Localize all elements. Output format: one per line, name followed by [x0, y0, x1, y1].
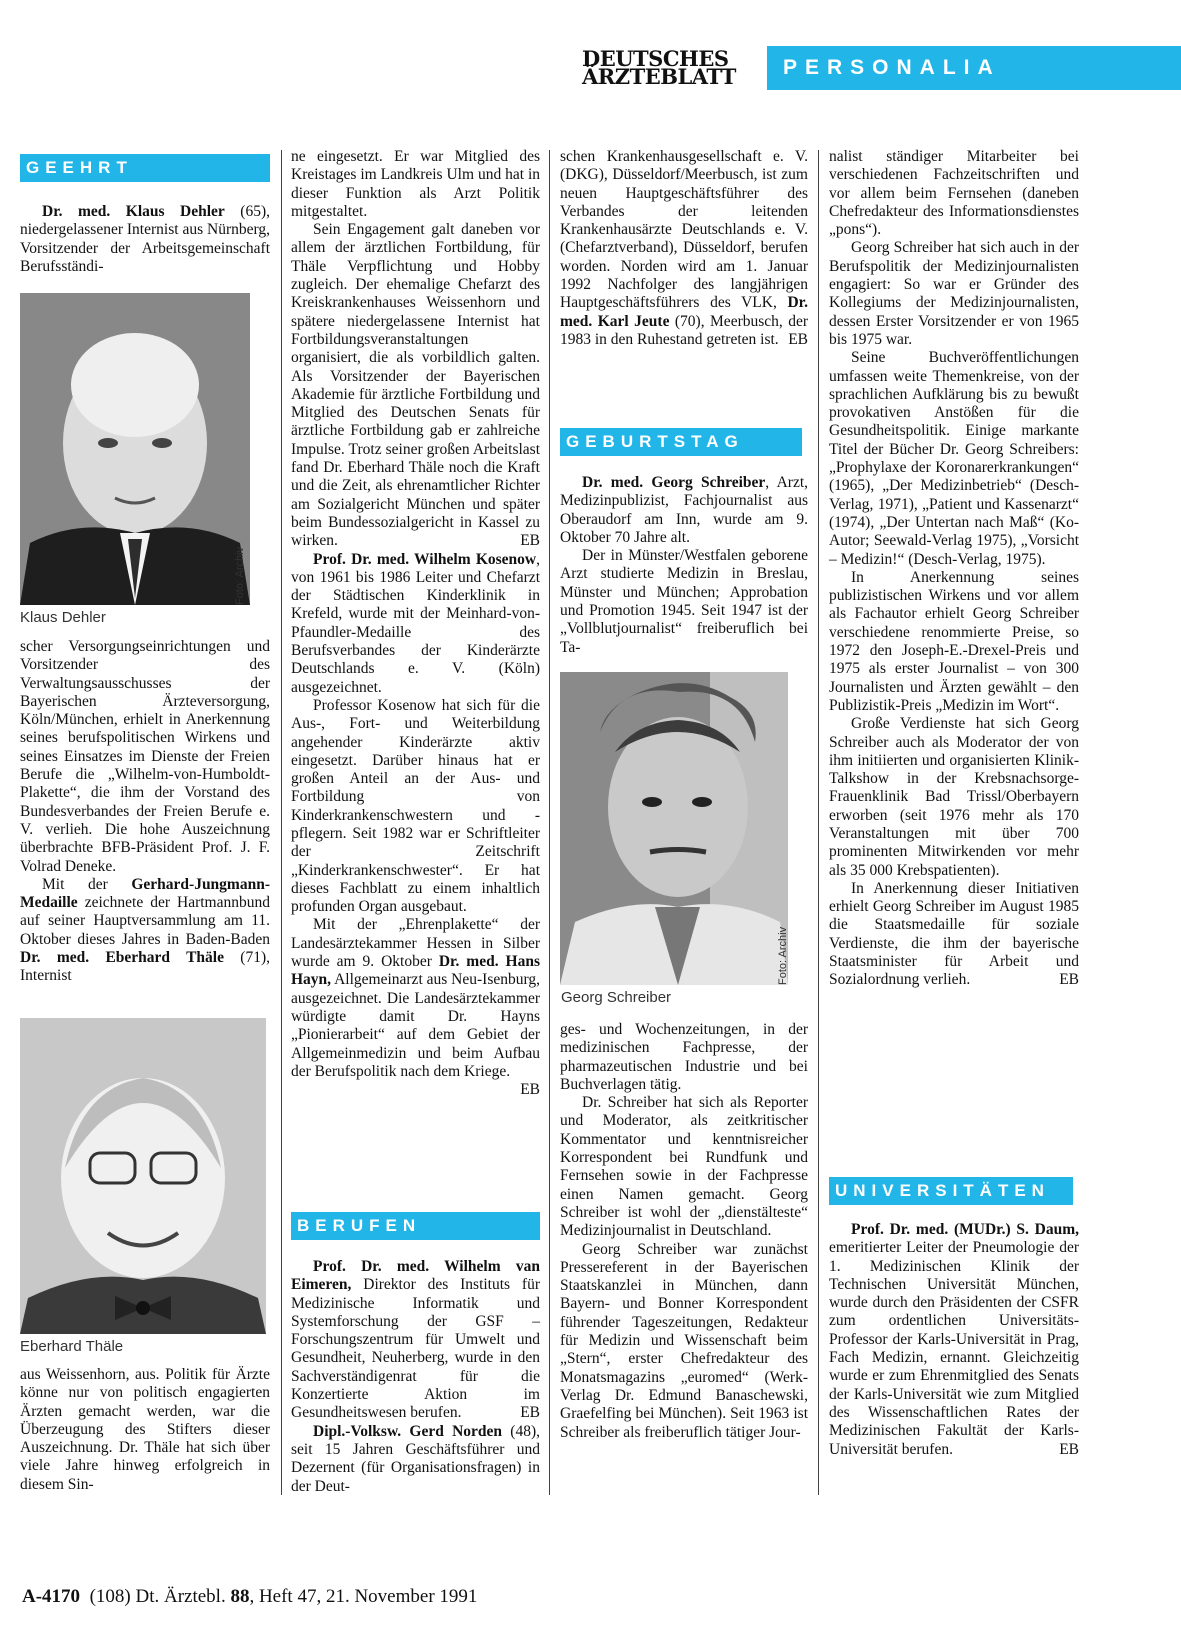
- photo-caption-thaele: Eberhard Thäle: [20, 1338, 124, 1355]
- person-name: Prof. Dr. med. Wilhelm van Eimeren,: [291, 1258, 540, 1294]
- section-header-universitaeten: UNIVERSITÄTEN: [829, 1177, 1073, 1205]
- section-header-berufen: BERUFEN: [291, 1212, 540, 1240]
- masthead-logo: [582, 46, 766, 90]
- person-name: Dr. med. Georg Schreiber: [582, 474, 766, 491]
- article-thaele-continued: ne eingesetzt. Er war Mitglied des Kreistages im Landkreis Ulm und hat in dieser Funktion als Arzt Politik mitgestaltet. Sein Engagement galt daneben vor allem der ärztlichen Fortbildung, für Thäle Verpflichtung und Hobby zugleich. Der ehemalige Chefarzt des Kreiskrankenhauses Weissenhorn und spätere niedergelassene Internist hat Fortbildungsveranstaltungen organisiert, die als vorbildlich galten. Als Vorsitzender der Bayerischen Akademie für ärztliche Fortbildung und Mitglied des Deutschen Senats für ärztliche Fortbildung gab er zahlreiche Impulse. Trotz seiner großen Arbeitslast fand Dr. Eberhard Thäle noch die Kraft und die Zeit, als ehrenamtlicher Richter am Sozialgericht München und später beim Bundessozialgericht in Kassel zu wirken. EB Prof. Dr. med. Wilhelm Kosenow, von 1961 bis 1986 Leiter und Chefarzt der Städtischen Kinderklinik in Krefeld, wurde mit der Meinhard-von-Pfaundler-Medaille des Berufsverbandes der Kinderärzte Deutschlands e. V. (Köln) ausgezeichnet. Professor Kosenow hat sich für die Aus-, Fort- und Weiterbildung angehender Kinderärzte aktiv eingesetzt. Darüber hinaus hat er großen Anteil an der Aus- und Fortbildung von Kinderkrankenschwestern und -pflegern. Seit 1982 war er Schriftleiter der Zeitschrift „Kinderkrankenschwester“. Er hat dieses Fachblatt zu einem inhaltlich profunden Organ ausgebaut. Mit der „Ehrenplakette“ der Landesärztekammer Hessen in Silber wurde am 9. Oktober Dr. med. Hans Hayn, Allgemeinarzt aus Neu-Isenburg, ausgezeichnet. Die Landesärztekammer würdigte damit Dr. Hayns „Pionierarbeit“ auf dem Gebiet der Allgemeinmedizin und beim Aufbau der Berufspolitik nach dem Kriege. EB: [291, 148, 540, 1099]
- article-schreiber-intro: Dr. med. Georg Schreiber, Arzt, Medizinpublizist, Fachjournalist aus Oberaudorf am Inn, wurde am 9. Oktober 70 Jahre alt. Der in Münster/Westfalen geborene Arzt studierte Medizin in Breslau, Münster und München; Approbation und Promotion 1945. Seit 1947 ist der „Vollblutjournalist“ freiberuflich bei Ta-: [560, 474, 809, 656]
- photo-caption-schreiber: Georg Schreiber: [561, 989, 672, 1006]
- article-schreiber-continued: nalist ständiger Mitarbeiter bei verschiedenen Fachzeitschriften und vor allem beim Fernsehen (daneben Chefredakteur des Informationsdienstes „pons“). Georg Schreiber hat sich auch in der Berufspolitik der Medizinjournalisten engagiert: So war er Gründer des Kollegiums der Medizinjournalisten, dessen Erster Vorsitzender er von 1965 bis 1975 war. Seine Buchveröffentlichungen umfassen weite Themenkreise, von der sprachlichen Aufklärung bis zu bewußt provokativen Anstößen für die Gesundheitspolitik. Einige markante Titel der Bücher Dr. Georg Schreibers: „Prophylaxe der Koronarerkrankungen“ (1965), „Der Medizinbetrieb“ (Desch-Verlag, 1971), „Patient und Kassenarzt“ (1974), „Der Untertan nach Maß“ (Ko-Autor; Seewald-Verlag 1975), „Vorsicht – Medizin!“ (Desch-Verlag, 1975). In Anerkennung seines publizistischen Wirkens und vor allem als Fachautor erhielt Georg Schreiber verschiedene renommierte Preise, so 1972 den Joseph-E.-Drexel-Preis und 1975 als erster Journalist – von 300 Journalisten und Ärzten gewählt – den Publizistik-Preis „Medizin im Wort“. Große Verdienste hat sich Georg Schreiber auch als Moderator der von ihm initiierten und organisierten Klinik-Talkshow in der Krebsnachsorge-Frauenklinik Bad Trissl/Oberbayern erworben (seit 1976 mehr als 170 Veranstaltungen mit über 700 prominenten Mitwirkenden vor mehr als 35 000 Krebspatienten). In Anerkennung dieser Initiativen erhielt Georg Schreiber im August 1985 die Staatsmedaille für soziale Verdienste, die ihm der bayerische Staatsminister für Arbeit und Sozialordnung verlieh. EB: [829, 148, 1079, 989]
- author-signature: EB: [788, 330, 808, 348]
- person-name: Dr. med. Eberhard Thäle: [20, 949, 224, 967]
- column-rule: [818, 150, 819, 1495]
- rubric-bar: [767, 46, 1181, 90]
- page-number: A-4170: [22, 1586, 81, 1607]
- author-signature: EB: [520, 532, 540, 550]
- portrait-image: [20, 1018, 266, 1334]
- article-van-eimeren: Prof. Dr. med. Wilhelm van Eimeren, Direktor des Instituts für Medizinische Informatik und Systemforschung der GSF – Forschungszentrum für Umwelt und Gesundheit, Neuherberg, wurde in den Sachverständigenrat für die Konzertierte Aktion im Gesundheitswesen berufen. EB Dipl.-Volksw. Gerd Norden (48), seit 15 Jahren Geschäftsführer und Dezernent (für Organisationsfragen) in der Deut-: [291, 1258, 540, 1495]
- person-name: Dr. med. Hans Hayn,: [291, 953, 540, 989]
- rubric-title: PERSONALIA: [783, 56, 1001, 79]
- section-header-geehrt: GEEHRT: [20, 154, 270, 182]
- author-signature: EB: [1059, 1440, 1079, 1458]
- article-norden-continued: schen Krankenhausgesellschaft e. V. (DKG), Düsseldorf/Meerbusch, ist zum neuen Hauptgeschäftsführer des Verbandes der leitenden Krankenhausärzte Deutschlands e. V. (Chefarztverband), Düsseldorf, berufen worden. Norden wird am 1. Januar 1992 Nachfolger des langjährigen Hauptgeschäftsführers des VLK, Dr. med. Karl Jeute (70), Meerbusch, der 1983 in den Ruhestand getreten ist. EB: [560, 148, 808, 348]
- author-signature: EB: [520, 1081, 540, 1099]
- article-dehler-intro: Dr. med. Klaus Dehler (65), niedergelassener Internist aus Nürnberg, Vorsitzender der Arbeitsgemeinschaft Berufsständi-: [20, 203, 270, 275]
- masthead-line2: ÄRZTEBLATT: [582, 64, 736, 89]
- photo-eberhard-thaele: [20, 1018, 266, 1334]
- author-signature: EB: [520, 1404, 540, 1422]
- article-dehler-body: scher Versorgungseinrichtungen und Vorsitzender des Verwaltungsausschusses der Bayerischen Ärzteversorgung, Köln/München, erhielt in Anerkennung seines berufspolitischen Wirkens und seines Einsatzes im Dienste der Freien Berufe die „Wilhelm-von-Humboldt-Plakette“, die ihm der Vorstand des Bundesverbandes der Freien Berufe e. V. verlieh. Die hohe Auszeichnung überbrachte BFB-Präsident Prof. J. F. Volrad Deneke. Mit der Gerhard-Jungmann-Medaille zeichnete der Hartmannbund auf seiner Hauptversammlung am 11. Oktober dieses Jahres in Baden-Baden Dr. med. Eberhard Thäle (71), Internist: [20, 638, 271, 985]
- portrait-image: [20, 293, 250, 605]
- photo-credit: Foto: Archiv: [234, 546, 246, 605]
- person-name: Prof. Dr. med. (MUDr.) S. Daum,: [851, 1221, 1079, 1238]
- article-kosenow: Prof. Dr. med. Wilhelm Kosenow, von 1961 bis 1986 Leiter und Chefarzt der Städtischen Kinderklinik in Krefeld, wurde mit der Meinhard-von-Pfaundler-Medaille des Berufsverbandes der Kinderärzte Deutschlands e. V. (Köln) ausgezeichnet.: [291, 550, 540, 696]
- photo-caption-dehler: Klaus Dehler: [20, 609, 106, 626]
- volume-number: 88: [230, 1586, 250, 1607]
- page-footer: A-4170 (108) Dt. Ärztebl. 88, Heft 47, 21. November 1991: [22, 1586, 478, 1607]
- article-thaele-body: aus Weissenhorn, aus. Politik für Ärzte könne nur von politisch engagierten Ärzten gemacht werden, war die Überzeugung des Stifters dieser Auszeichnung. Dr. Thäle hat sich über viele Jahre hinweg erfolgreich in diesem Sin-: [20, 1366, 270, 1493]
- article-daum: Prof. Dr. med. (MUDr.) S. Daum, emeritierter Leiter der Pneumologie der 1. Medizinischen Klinik der Technischen Universität München, wurde durch den Präsidenten der CSFR zum ordentlichen Universitäts-Professor der Karls-Universität in Prag, Fach Medizin, ernannt. Gleichzeitig wurde er zum Ehrenmitglied des Senats der Karls-Universität wie zum Mitglied des Wissenschaftlichen Rates der Medizinischen Fakultät der Karls-Universität berufen. EB: [829, 1221, 1079, 1458]
- person-name: Prof. Dr. med. Wilhelm Kosenow: [313, 550, 537, 568]
- column-rule: [549, 150, 550, 1495]
- portrait-image: [560, 672, 788, 985]
- section-header-geburtstag: GEBURTSTAG: [560, 428, 802, 456]
- person-name: Dipl.-Volksw. Gerd Norden: [313, 1422, 503, 1440]
- article-hayn: Mit der „Ehrenplakette“ der Landesärztekammer Hessen in Silber wurde am 9. Oktober Dr. med. Hans Hayn, Allgemeinarzt aus Neu-Isenburg, ausgezeichnet. Die Landesärztekammer würdigte damit Dr. Hayns „Pionierarbeit“ auf dem Gebiet der Allgemeinmedizin und beim Aufbau der Berufspolitik nach dem Kriege. EB: [291, 916, 540, 1099]
- article-schreiber-body: ges- und Wochenzeitungen, in der medizinischen Fachpresse, der pharmazeutischen Industrie und bei Buchverlagen tätig. Dr. Schreiber hat sich als Reporter und Moderator, als zeitkritischer Kommentator und kenntnisreicher Korrespondent bei Rundfunk und Fernsehen sowie in der Fachpresse einen Namen gemacht. Georg Schreiber ist wohl der „dienstälteste“ Medizinjournalist in Deutschland. Georg Schreiber war zunächst Pressereferent in der Bayerischen Staatskanzlei in München, dann Bayern- und Bonner Korrespondent führender Tageszeitungen, Redakteur für Medizin und Wissenschaft beim „Stern“, erster Chefredakteur des Monatsmagazins „euromed“ (Werk-Verlag Dr. Edmund Banaschewski, Graefelfing bei München). Seit 1963 ist Schreiber als freiberuflich tätiger Jour-: [560, 1021, 808, 1441]
- article-norden: Dipl.-Volksw. Gerd Norden (48), seit 15 Jahren Geschäftsführer und Dezernent (für Organisationsfragen) in der Deut-: [291, 1422, 540, 1495]
- photo-klaus-dehler: [20, 293, 250, 605]
- column-rule: [281, 150, 282, 1495]
- masthead-line1: DEUTSCHES: [582, 46, 729, 71]
- person-name: Dr. med. Klaus Dehler: [42, 203, 225, 220]
- photo-credit: Foto: Archiv: [777, 926, 789, 985]
- author-signature: EB: [1059, 971, 1079, 989]
- photo-georg-schreiber: [560, 672, 788, 985]
- person-name: Dr. med. Karl Jeute: [560, 294, 808, 330]
